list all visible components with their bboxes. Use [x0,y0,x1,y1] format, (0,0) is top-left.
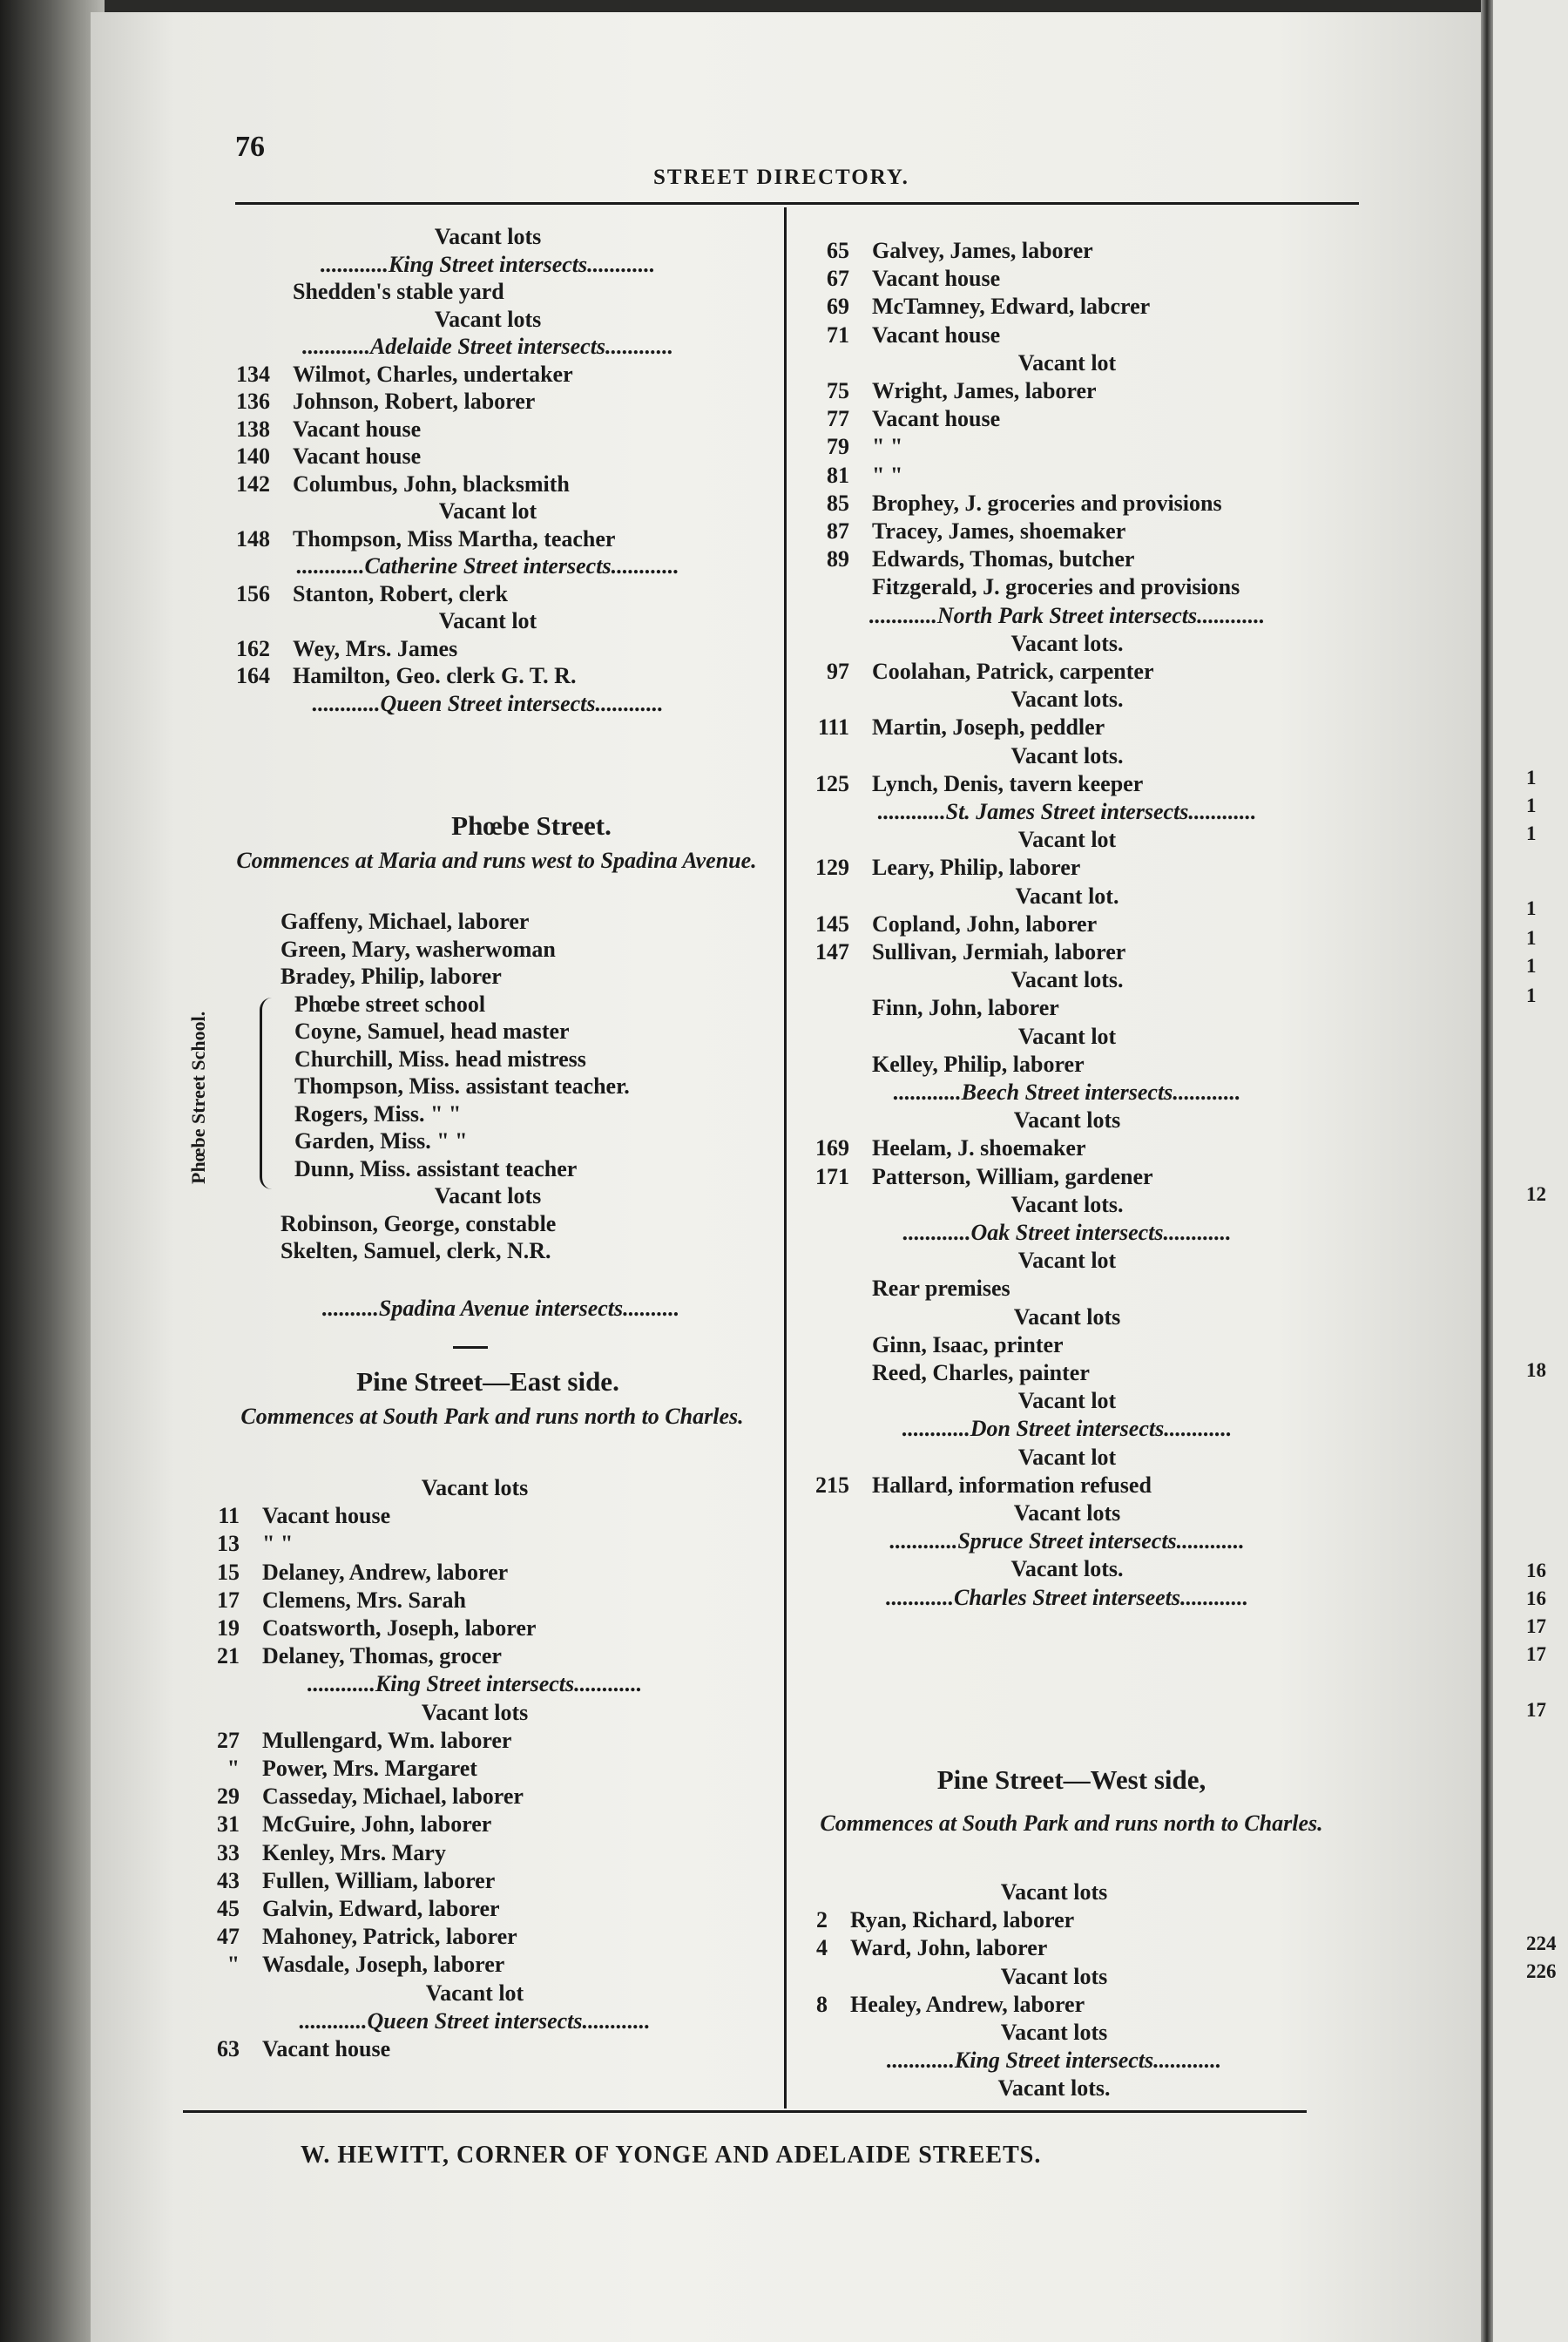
directory-entry [788,573,1346,601]
resident-name: Vacant lots [1013,1107,1121,1134]
directory-entry [179,1923,771,1951]
intersection-text: King Street intersects [954,2048,1154,2074]
resident-name: Galvey, James, laborer [872,238,1093,263]
directory-entry [788,518,1346,545]
directory-entry [179,1559,771,1587]
resident-name: Rear premises [872,1276,1010,1302]
directory-entry [788,1303,1346,1331]
directory-entry [209,580,767,608]
directory-entry [788,1472,1346,1499]
resident-name: Hallard, information refused [872,1472,1152,1498]
page-number: 76 [235,131,265,163]
phoebe-street-description: Commences at Maria and runs west to Spadina Avenue. [236,848,757,873]
resident-name: Kelley, Philip, laborer [872,1051,1085,1077]
resident-name: Reed, Charles, painter [872,1360,1090,1385]
directory-entry: Robinson, George, constable [280,1210,557,1236]
directory-entry [788,237,1346,265]
directory-entry: Green, Mary, washerwoman [280,936,556,962]
page-header: STREET DIRECTORY. [653,166,909,189]
house-number: 13 [217,1531,240,1557]
resident-name: Vacant house [872,406,1001,432]
directory-entry [179,1811,771,1838]
directory-entry [788,462,1346,490]
directory-entry [767,2019,1342,2047]
resident-name: Vacant lots. [1010,630,1124,656]
resident-name: Wright, James, laborer [872,378,1097,403]
directory-entry [209,525,767,553]
resident-name: " " [872,434,903,460]
directory-entry [179,1474,771,1502]
house-number: 145 [815,910,849,937]
house-number: 4 [816,1935,828,1961]
adjacent-page [1493,0,1568,2342]
directory-entry [788,1023,1346,1051]
resident-name: Mahoney, Patrick, laborer [262,1924,517,1950]
directory-entry: Coyne, Samuel, head master [294,1019,570,1044]
book-spine [0,0,105,2342]
resident-name: Kenley, Mrs. Mary [262,1839,446,1865]
school-side-label: Phœbe Street School. [187,1011,209,1185]
resident-name: Heelam, J. shoemaker [872,1135,1086,1161]
resident-name: Vacant lots [1013,1500,1121,1526]
intersection-text: King Street intersects [375,1671,575,1697]
pine-east-description: Commences at South Park and runs north to Charles. [240,1404,744,1429]
intersection-text: Beech Street intersects [961,1080,1173,1105]
resident-name: Casseday, Michael, laborer [262,1784,524,1810]
directory-entry [788,1163,1346,1191]
directory-entry [209,388,767,416]
resident-name: Wilmot, Charles, undertaker [293,361,573,387]
page-fold [1481,0,1493,2342]
house-number: 111 [817,714,849,741]
resident-name: Vacant house [262,1503,391,1529]
house-number: 17 [217,1587,240,1613]
intersection-text: King Street intersects [388,251,588,277]
adjacent-page-number: 1 [1526,927,1537,949]
directory-entry [767,1963,1342,1991]
directory-entry [788,377,1346,405]
intersection-text: Adelaide Street intersects [369,334,606,359]
house-number: 81 [827,462,849,488]
resident-name: Vacant lot [1017,1248,1117,1274]
house-number: 43 [217,1867,240,1893]
resident-name: Vacant lots [1000,2020,1108,2045]
resident-name: Tracey, James, shoemaker [872,518,1126,544]
resident-name: Healey, Andrew, laborer [850,1991,1085,2017]
resident-name: Vacant house [872,322,1001,348]
resident-name: Vacant lots [434,224,542,249]
resident-name: Galvin, Edward, laborer [262,1896,500,1921]
resident-name: " " [872,462,903,488]
adjacent-page-number: 1 [1526,955,1537,977]
house-number: 75 [827,378,849,403]
house-number: 65 [827,238,849,263]
directory-entry [788,265,1346,293]
resident-name: Vacant house [262,2036,391,2061]
adjacent-page-number: 1 [1526,767,1537,789]
directory-entry [767,1878,1342,1906]
intersection-line: ..........Spadina Avenue intersects.......... [321,1296,680,1321]
adjacent-page-number: 17 [1526,1699,1546,1721]
resident-name: Coolahan, Patrick, carpenter [872,659,1154,684]
resident-name: Vacant lots. [1010,687,1124,713]
resident-name: Vacant lot [438,608,537,633]
pine-west-title: Pine Street—West side, [936,1764,1206,1795]
resident-name: Shedden's stable yard [293,279,504,304]
house-number: 31 [217,1811,240,1838]
house-number: 97 [827,659,849,684]
directory-entry [179,2035,771,2063]
resident-name: Vacant lots [434,306,542,332]
intersection-line: ............Don Street intersects............ [902,1416,1233,1442]
directory-entry [179,1699,771,1727]
house-number: 79 [827,434,849,460]
resident-name: Patterson, William, gardener [872,1163,1153,1189]
resident-name: Clemens, Mrs. Sarah [262,1587,466,1613]
house-number: 29 [217,1784,240,1810]
directory-entry [788,994,1346,1022]
directory-entry: Skelten, Samuel, clerk, N.R. [280,1238,551,1263]
resident-name: Vacant lot. [1015,883,1119,909]
directory-entry [788,349,1346,377]
directory-entry: Bradey, Philip, laborer [280,964,502,989]
house-number: 8 [816,1991,828,2017]
house-number: 77 [827,406,849,432]
resident-name: Stanton, Robert, clerk [293,580,508,606]
resident-name: Power, Mrs. Margaret [262,1756,477,1781]
adjacent-page-number: 226 [1526,1960,1557,1982]
resident-name: Vacant lots [421,1699,529,1725]
directory-entry [788,742,1346,770]
directory-entry: Phœbe street school [294,991,486,1017]
resident-name: Vacant lot [1017,1444,1117,1470]
directory-entry [788,433,1346,461]
adjacent-page-number: 16 [1526,1587,1546,1609]
resident-name: Vacant lot [438,498,537,524]
directory-entry [788,545,1346,573]
school-brace [260,998,281,1189]
directory-entry [788,490,1346,518]
section-rule [453,1346,488,1349]
resident-name: Vacant lot [425,1980,524,2006]
directory-entry [788,1247,1346,1275]
intersection-line: ............Spruce Street intersects............ [889,1528,1245,1554]
resident-name: Ward, John, laborer [850,1935,1048,1961]
intersection-line: ............Adelaide Street intersects............ [301,334,674,359]
resident-name: Vacant lots. [1010,1556,1124,1582]
directory-entry [788,686,1346,714]
resident-name: Wey, Mrs. James [293,635,458,661]
intersection-line: ............Beech Street intersects............ [893,1080,1241,1105]
resident-name: Martin, Joseph, peddler [872,714,1105,741]
house-number: 69 [827,294,849,320]
resident-name: Wasdale, Joseph, laborer [262,1952,505,1978]
house-number: 89 [827,546,849,572]
house-number: 67 [827,266,849,292]
directory-entry: Dunn, Miss. assistant teacher [294,1155,578,1181]
house-number: 2 [816,1907,828,1933]
resident-name: Vacant lot [1017,1388,1117,1414]
directory-entry [179,1839,771,1867]
resident-name: Vacant house [872,266,1001,292]
directory-entry [209,470,767,498]
directory-entry [788,1107,1346,1134]
directory-entry [788,658,1346,686]
intersection-text: Don Street intersects [970,1416,1165,1442]
directory-entry [209,498,767,525]
intersection-text: Charles Street interseets [953,1584,1180,1610]
house-number: 85 [827,490,849,516]
intersection-line: ............King Street intersects............ [307,1671,643,1697]
directory-entry [788,1387,1346,1415]
intersection-line: ............Catherine Street intersects............ [296,553,679,579]
phoebe-street-title: Phœbe Street. [451,810,612,841]
adjacent-page-number: 16 [1526,1560,1546,1581]
resident-name: Vacant lots [1000,1879,1108,1905]
intersection-text: Oak Street intersects [970,1220,1164,1245]
directory-entry [179,1980,771,2007]
resident-name: Vacant house [293,443,422,469]
directory-entry [179,1530,771,1558]
adjacent-page-number: 1 [1526,795,1537,816]
adjacent-page-number: 12 [1526,1183,1546,1205]
directory-entry: Churchill, Miss. head mistress [294,1046,586,1072]
intersection-text: Catherine Street intersects [364,553,612,579]
directory-entry [209,443,767,470]
directory-entry [209,416,767,443]
directory-entry [767,2075,1342,2102]
directory-entry: Garden, Miss. " " [294,1128,468,1154]
page-footer: W. HEWITT, CORNER OF YONGE AND ADELAIDE STREETS. [301,2142,1042,2169]
adjacent-page-number: 1 [1526,897,1537,919]
house-number: 134 [236,361,270,387]
adjacent-page-number: 18 [1526,1359,1546,1381]
directory-entry [788,1555,1346,1583]
header-rule [235,202,1359,205]
directory-entry: Rogers, Miss. " " [294,1100,462,1127]
directory-entry [788,293,1346,321]
intersection-text: St. James Street intersects [945,799,1189,824]
house-number: 171 [815,1163,849,1189]
intersection-text: Queen Street intersects [367,2007,583,2034]
house-number: 45 [217,1896,240,1921]
directory-entry [767,1906,1342,1934]
directory-entry [767,1991,1342,2019]
resident-name: Mullengard, Wm. laborer [262,1727,512,1753]
intersection-text: North Park Street intersects [936,602,1198,628]
intersection-line: ............North Park Street intersects............ [868,602,1266,628]
directory-entry [209,635,767,663]
intersection-line: ............Queen Street intersects............ [312,690,664,716]
house-number: 27 [217,1727,240,1753]
house-number: 11 [218,1503,240,1529]
directory-entry [179,1867,771,1895]
directory-entry [179,1614,771,1642]
resident-name: Brophey, J. groceries and provisions [872,490,1222,516]
directory-entry [209,607,767,635]
resident-name: Sullivan, Jermiah, laborer [872,939,1126,965]
house-number: 21 [217,1643,240,1669]
directory-entry [788,1051,1346,1079]
resident-name: Edwards, Thomas, butcher [872,546,1135,572]
footer-rule [183,2110,1307,2113]
directory-entry [788,1331,1346,1359]
adjacent-page-number: 17 [1526,1615,1546,1637]
directory-entry [788,1499,1346,1527]
house-number: 142 [236,470,270,497]
intersection-text: Spadina Avenue intersects [378,1296,624,1321]
directory-entry [788,1444,1346,1472]
directory-entry [788,770,1346,798]
resident-name: Vacant house [293,416,422,442]
resident-name: " " [262,1531,294,1557]
resident-name: Lynch, Denis, tavern keeper [872,770,1144,796]
adjacent-page-number: 224 [1526,1932,1557,1954]
directory-entry [788,826,1346,854]
resident-name: Finn, John, laborer [872,995,1059,1021]
house-number: 125 [815,770,849,796]
intersection-text: Spruce Street intersects [957,1528,1177,1554]
directory-entry [209,662,767,690]
directory-entry [788,714,1346,741]
resident-name: Vacant lots. [1010,1191,1124,1217]
directory-entry [209,361,767,389]
directory-entry [179,1755,771,1783]
house-number: 140 [236,443,270,469]
resident-name: Fitzgerald, J. groceries and provisions [872,574,1240,600]
directory-entry [788,322,1346,349]
resident-name: Delaney, Andrew, laborer [262,1559,509,1585]
house-number: " [226,1952,240,1978]
house-number: 71 [827,322,849,348]
resident-name: Ginn, Isaac, printer [872,1331,1064,1357]
resident-name: Thompson, Miss Martha, teacher [293,525,616,552]
resident-name: Ryan, Richard, laborer [850,1907,1075,1933]
intersection-line: ............St. James Street intersects............ [877,799,1257,824]
house-number: 136 [236,389,270,414]
directory-entry [788,854,1346,882]
intersection-line: ............Queen Street intersects............ [299,2007,651,2034]
intersection-line: ............King Street intersects............ [886,2048,1222,2074]
intersection-line: ............Oak Street intersects............ [902,1220,1232,1245]
adjacent-page-number: 1 [1526,985,1537,1006]
resident-name: Delaney, Thomas, grocer [262,1643,502,1669]
resident-name: Vacant lots [1013,1303,1121,1330]
house-number: 47 [217,1924,240,1950]
house-number: 148 [236,525,270,552]
house-number: " [226,1756,240,1781]
intersection-line: ............King Street intersects............ [320,251,656,277]
house-number: 138 [236,416,270,442]
directory-entry [179,1587,771,1614]
directory-entry [767,1934,1342,1962]
resident-name: Copland, John, laborer [872,910,1098,937]
directory-entry [788,630,1346,658]
directory-entry [788,1275,1346,1303]
directory-entry [179,1951,771,1979]
directory-entry [179,1727,771,1755]
resident-name: Columbus, John, blacksmith [293,470,570,497]
resident-name: Hamilton, Geo. clerk G. T. R. [293,663,577,688]
directory-entry [788,883,1346,910]
resident-name: Johnson, Robert, laborer [293,389,536,414]
intersection-text: Queen Street intersects [380,690,596,716]
directory-entry [179,1783,771,1811]
directory-entry [209,306,767,334]
house-number: 87 [827,518,849,544]
house-number: 19 [217,1615,240,1641]
house-number: 33 [217,1839,240,1865]
house-number: 147 [815,939,849,965]
directory-entry [788,966,1346,994]
directory-entry [788,405,1346,433]
directory-entry [179,1502,771,1530]
house-number: 63 [217,2036,240,2061]
directory-entry: Gaffeny, Michael, laborer [280,909,530,934]
pine-east-title: Pine Street—East side. [356,1366,619,1397]
house-number: 129 [815,855,849,881]
pine-west-description: Commences at South Park and runs north to Charles. [820,1811,1323,1836]
resident-name: McGuire, John, laborer [262,1811,492,1838]
intersection-line: ............Charles Street interseets............ [885,1584,1248,1610]
house-number: 169 [815,1135,849,1161]
directory-entry: Vacant lots [434,1183,542,1208]
directory-entry [788,1191,1346,1219]
adjacent-page-number: 1 [1526,822,1537,844]
resident-name: Vacant lot [1017,349,1117,376]
house-number: 162 [236,635,270,661]
house-number: 215 [815,1472,849,1498]
resident-name: Vacant lot [1017,827,1117,853]
resident-name: Vacant lot [1017,1023,1117,1049]
adjacent-page-number: 17 [1526,1643,1546,1665]
directory-entry [209,278,767,306]
directory-entry: Thompson, Miss. assistant teacher. [294,1073,630,1099]
directory-entry [788,938,1346,966]
resident-name: Fullen, William, laborer [262,1867,496,1893]
resident-name: McTamney, Edward, labcrer [872,294,1151,320]
resident-name: Coatsworth, Joseph, laborer [262,1615,537,1641]
directory-entry [788,910,1346,938]
resident-name: Vacant lots [1000,1963,1108,1989]
resident-name: Vacant lots. [1010,742,1124,768]
directory-entry [788,1134,1346,1162]
resident-name: Vacant lots [421,1475,529,1500]
resident-name: Vacant lots. [1010,967,1124,993]
resident-name: Vacant lots. [997,2075,1111,2102]
directory-entry [788,1359,1346,1387]
house-number: 164 [236,663,270,688]
house-number: 156 [236,580,270,606]
house-number: 15 [217,1559,240,1585]
directory-entry [209,223,767,251]
directory-entry [179,1642,771,1670]
resident-name: Leary, Philip, laborer [872,855,1081,881]
directory-entry [179,1895,771,1923]
